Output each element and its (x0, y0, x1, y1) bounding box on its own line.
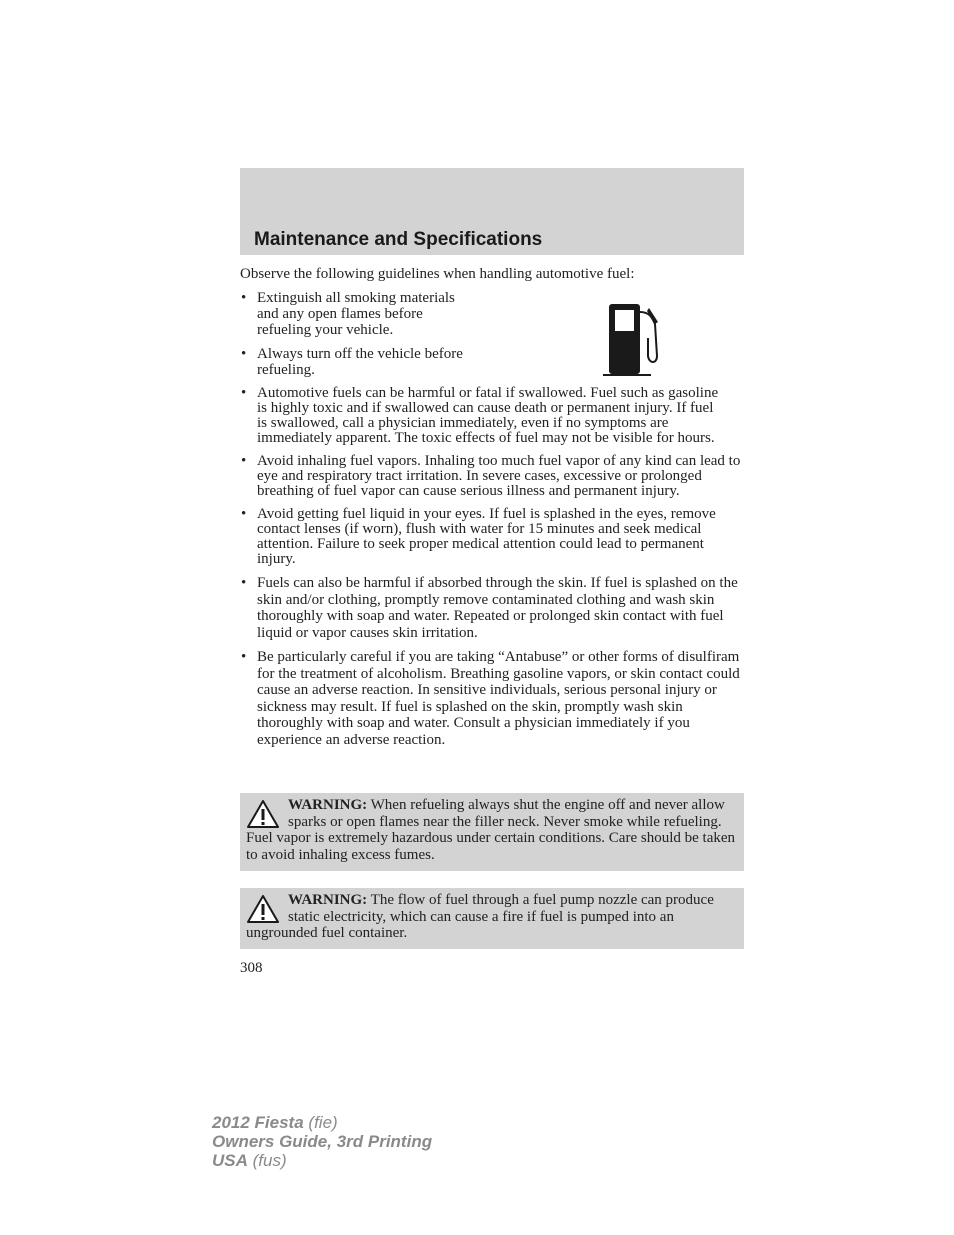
list-item (240, 346, 744, 378)
section-title: Maintenance and Specifications (254, 229, 543, 250)
warning-box-ignition (240, 793, 744, 871)
main-content (240, 267, 744, 756)
page-number: 308 (240, 960, 263, 976)
list-item: • Be particularly careful if you are taking “Antabuse” or other forms of disulfiram for the treatment of alcoholism. Breathing gasoline vapors, or skin contact could cause an adverse reaction. In sensitive individuals, serious personal injury or sickness may result. If fuel is splashed on the skin, promptly wash skin thoroughly with soap and water. Consult a physician immediately if you experience an adverse reaction. (240, 649, 744, 748)
footer-line-market (212, 1151, 432, 1170)
list-item: • Fuels can also be harmful if absorbed through the skin. If fuel is splashed on the skin and/or clothing, promptly remove contaminated clothing and wash skin thoroughly with soap and water. Repeated or prolonged skin contact with fuel liquid or vapor causes skin irritation. (240, 575, 744, 641)
footer-guide: Owners Guide, 3rd Printing (212, 1132, 433, 1151)
footer-line-model (212, 1113, 432, 1132)
warning-label: WARNING: (288, 797, 368, 813)
footer-market-code: (fus) (247, 1151, 287, 1170)
warning-box-static (240, 888, 744, 949)
warning-triangle-icon (246, 894, 280, 924)
list-item-line: refueling. (257, 362, 315, 378)
list-item: • Automotive fuels can be harmful or fatal if swallowed. Fuel such as gasoline is highly toxic and if swallowed can cause death or permanent injury. If fuel is swallowed, call a physician immediately, even if no symptoms are immediately apparent. The toxic effects of fuel may not be visible for hours. (240, 386, 727, 446)
list-item-line: • Extinguish all smoking materials (257, 290, 455, 306)
list-item (240, 290, 744, 338)
warning-triangle-icon (246, 799, 280, 829)
list-item: • Avoid getting fuel liquid in your eyes. If fuel is splashed in the eyes, remove contact lenses (if worn), flush with water for 15 minutes and seek medical attention. Failure to seek proper medical attention could lead to permanent injury. (240, 507, 744, 567)
footer-market: USA (212, 1151, 248, 1170)
list-item-line: refueling your vehicle. (257, 322, 394, 338)
guideline-list (240, 290, 744, 748)
warning-text: When refueling always shut the engine off and never allow sparks or open flames near the filler neck. Never smoke while refueling. Fuel vapor is extremely hazardous under certain conditions. Care should be taken to avoid inhaling excess fumes. (246, 797, 736, 863)
list-item-line: and any open flames before (257, 306, 423, 322)
footer-line-guide (212, 1132, 432, 1151)
section-header-band (240, 168, 744, 255)
list-item: • Avoid inhaling fuel vapors. Inhaling too much fuel vapor of any kind can lead to eye and respiratory tract irritation. In severe cases, excessive or prolonged breathing of fuel vapor can cause serious illness and permanent injury. (240, 454, 744, 499)
warning-text: The flow of fuel through a fuel pump nozzle can produce static electricity, which can cause a fire if fuel is pumped into an ungrounded fuel container. (246, 892, 714, 941)
warning-label: WARNING: (288, 892, 368, 908)
document-footer (212, 1113, 432, 1170)
footer-model: 2012 Fiesta (212, 1113, 304, 1132)
intro-text: Observe the following guidelines when handling automotive fuel: (240, 266, 635, 282)
list-item-line: • Always turn off the vehicle before (257, 346, 463, 362)
footer-model-code: (fie) (303, 1113, 338, 1132)
